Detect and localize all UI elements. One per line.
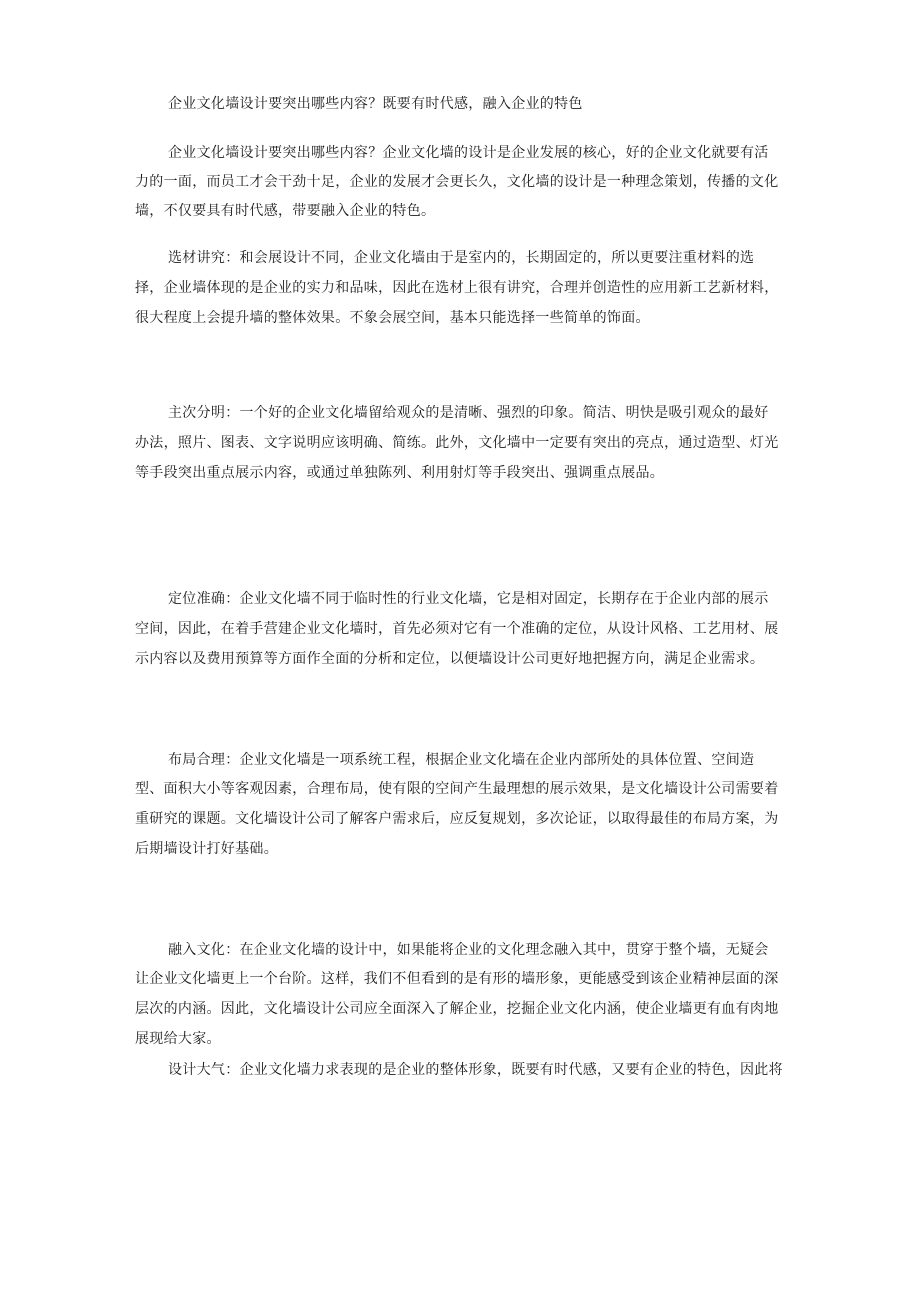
paragraph-line: 选材讲究：和会展设计不同，企业文化墙由于是室内的，长期固定的，所以更要注重材料的选 (168, 250, 755, 266)
paragraph-line: 布局合理：企业文化墙是一项系统工程，根据企业文化墙在企业内部所处的具体位置、空间造 (168, 752, 755, 768)
paragraph-line: 后期墙设计打好基础。 (135, 841, 278, 857)
paragraph-line: 定位准确：企业文化墙不同于临时性的行业文化墙，它是相对固定，长期存在于企业内部的展示 (168, 591, 769, 607)
paragraph-line: 很大程度上会提升墙的整体效果。不象会展空间，基本只能选择一些简单的饰面。 (135, 310, 650, 326)
document-title: 企业文化墙设计要突出哪些内容？既要有时代感，融入企业的特色 (168, 96, 583, 112)
paragraph-line: 办法，照片、图表、文字说明应该明确、简练。此外，文化墙中一定要有突出的亮点，通过造型、灯光 (135, 435, 779, 451)
paragraph-line: 层次的内涵。因此，文化墙设计公司应全面深入了解企业，挖掘企业文化内涵，使企业墙更有血有肉地 (135, 1001, 779, 1017)
paragraph-line: 企业文化墙设计要突出哪些内容？企业文化墙的设计是企业发展的核心，好的企业文化就要有活 (168, 145, 769, 161)
paragraph-line: 择，企业墙体现的是企业的实力和品味，因此在选材上很有讲究，合理并创造性的应用新工艺新材料， (135, 280, 779, 296)
paragraph-line: 融入文化：在企业文化墙的设计中，如果能将企业的文化理念融入其中，贯穿于整个墙，无疑会 (168, 942, 769, 958)
paragraph-line: 主次分明：一个好的企业文化墙留给观众的是清晰、强烈的印象。简洁、明快是吸引观众的最好 (168, 405, 769, 421)
paragraph-line: 让企业文化墙更上一个台阶。这样，我们不但看到的是有形的墙形象，更能感受到该企业精神层面的深 (135, 971, 779, 987)
paragraph-line: 设计大气：企业文化墙力求表现的是企业的整体形象，既要有时代感，又要有企业的特色，因此将 (168, 1062, 783, 1078)
paragraph-line: 墙，不仅要具有时代感，带要融入企业的特色。 (135, 203, 436, 219)
paragraph-line: 空间，因此，在着手营建企业文化墙时，首先必须对它有一个准确的定位，从设计风格、工艺用材、展 (135, 621, 779, 637)
paragraph-line: 型、面积大小等客观因素，合理布局，使有限的空间产生最理想的展示效果，是文化墙设计公司需要着 (135, 781, 779, 797)
paragraph-line: 等手段突出重点展示内容，或通过单独陈列、利用射灯等手段突出、强调重点展品。 (135, 465, 665, 481)
paragraph-line: 展现给大家。 (135, 1031, 221, 1047)
paragraph-line: 示内容以及费用预算等方面作全面的分析和定位，以便墙设计公司更好地把握方向，满足企业需求。 (135, 651, 765, 667)
paragraph-line: 重研究的课题。文化墙设计公司了解客户需求后，应反复规划，多次论证，以取得最佳的布局方案，为 (135, 811, 779, 827)
paragraph-line: 力的一面，而员工才会干劲十足，企业的发展才会更长久，文化墙的设计是一种理念策划，传播的文化 (135, 174, 779, 190)
